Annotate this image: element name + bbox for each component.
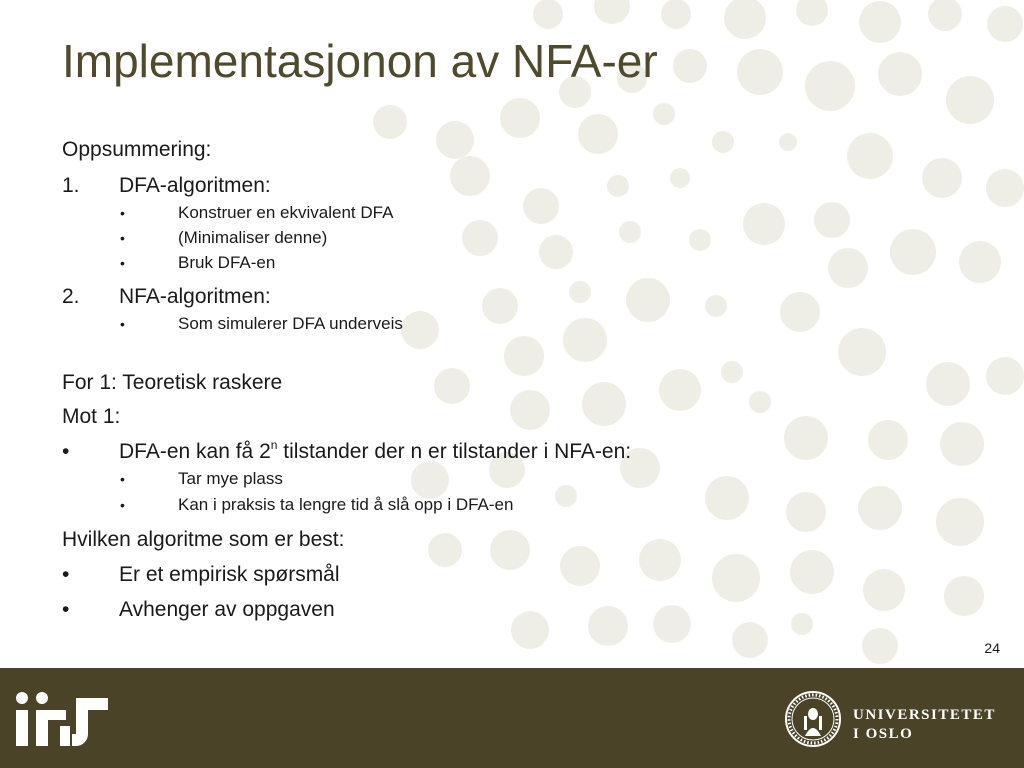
university-name: UNIVERSITETET I OSLO [853,707,996,742]
bullet-icon: • [120,497,125,513]
list-item-label: DFA-algoritmen: [119,174,271,197]
bullet-icon: • [62,598,70,621]
sub-bullet: • Kan i praksis ta lengre tid å slå opp i DFA-en [120,495,514,514]
slide-title: Implementasjonon av NFA-er [62,35,658,87]
bullet-icon: • [120,230,125,246]
sub-bullet: • Tar mye plass [120,469,283,488]
which-best-heading: Hvilken algoritme som er best: [62,528,345,551]
university-seal-icon [784,690,842,748]
sub-bullet: • (Minimaliser denne) [120,228,328,247]
bullet-icon: • [120,205,125,221]
page-number: 24 [984,640,1000,656]
list-number: 1. [62,174,80,197]
footer-bar [0,668,1024,768]
bullet-icon: • [120,255,125,271]
bullet-icon: • [120,316,125,332]
mot-1-line: Mot 1: [62,405,121,428]
sub-bullet: • Bruk DFA-en [120,253,276,272]
list-number: 2. [62,285,80,308]
sub-bullet: • Som simulerer DFA underveis [120,314,403,333]
ifi-logo [14,688,114,748]
bullet-text: DFA-en kan få 2$^n$ tilstander der n er tilstander i NFA-en: [119,438,632,463]
bullet-icon: • [62,440,70,463]
for-1-line: For 1: Teoretisk raskere [62,371,283,394]
bullet-icon: • [120,471,125,487]
list-item-label: NFA-algoritmen: [119,285,271,308]
sub-bullet: • Konstruer en ekvivalent DFA [120,203,394,222]
slide: Implementasjonon av NFA-er Oppsummering: 1. DFA-algoritmen: • Konstruer en ekvivalent DFA • (Minimaliser denne) • Bruk DFA-en 2. NFA-algoritmen: • Som simulerer DFA underveis For 1: Teoretisk raskere Mot 1: • DFA-en kan få 2$^n$ tilstander der n er tilstander i NFA-en: • Tar mye plass • Kan i praksis ta lengre tid å slå opp i DFA-en Hvilken algoritme som er best: • Er et empirisk spørsmål • Avhenger av oppgaven 24 UNIVERSITETET I OSLO [0,0,1024,768]
summary-heading: Oppsummering: [62,138,212,161]
bullet-icon: • [62,563,70,586]
